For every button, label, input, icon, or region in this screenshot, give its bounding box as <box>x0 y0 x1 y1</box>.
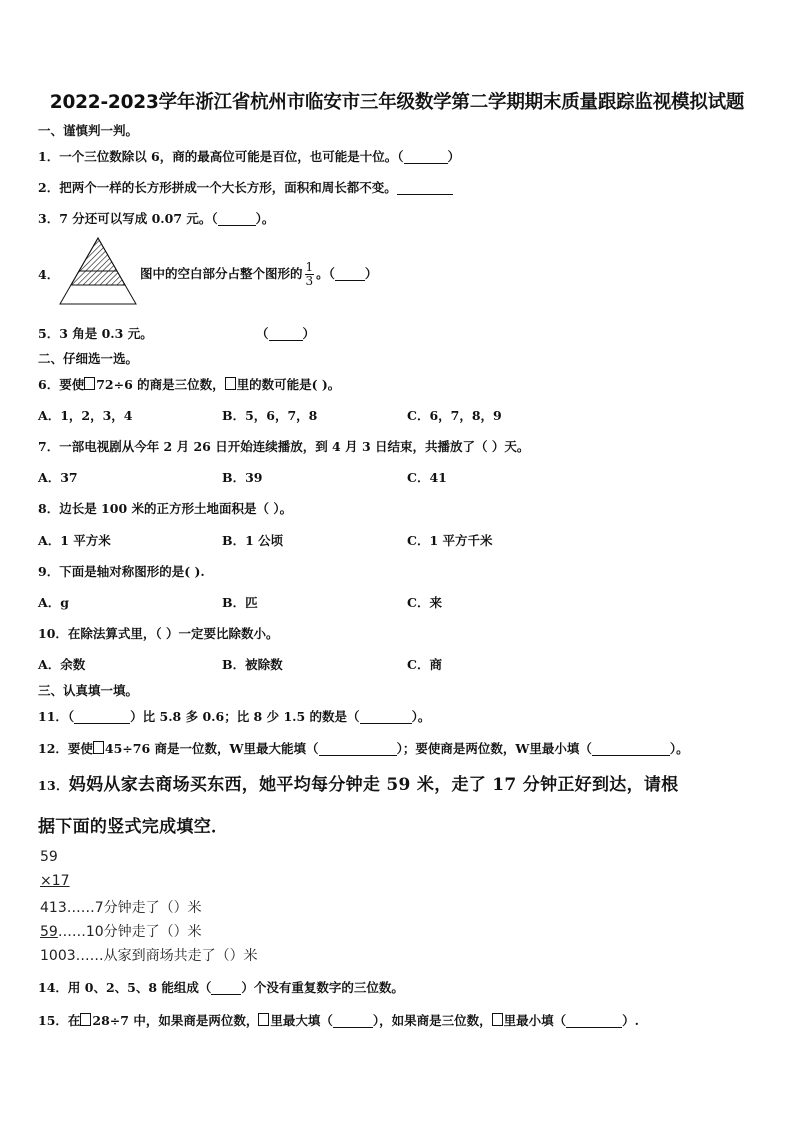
question-10: 10．在除法算式里，（ ）一定要比除数小。 <box>38 626 279 641</box>
q10-option-b[interactable]: B．被除数 <box>222 657 283 672</box>
calc-line-4: 59……10分钟走了（）米 <box>40 924 202 940</box>
question-4-number: 4． <box>38 267 60 282</box>
q7-option-a[interactable]: A．37 <box>38 470 78 485</box>
question-15: 15．在 28÷7 中，如果商是两位数， 里最大填（ ），如果商是三位数， 里最小填（ ）. <box>38 1013 639 1028</box>
answer-blank[interactable] <box>218 211 256 226</box>
q8-option-c[interactable]: C．1 平方千米 <box>407 533 493 548</box>
question-6: 6．要使 72÷6 的商是三位数， 里的数可能是( )。 <box>38 377 341 392</box>
q9-option-c[interactable]: C．来 <box>407 595 442 610</box>
fraction-one-third: $\frac{1}{3}$ <box>305 260 314 288</box>
answer-blank[interactable] <box>74 709 130 724</box>
question-13-line-2: 据下面的竖式完成填空． <box>38 817 229 837</box>
question-1: 1．一个三位数除以 6，商的最高位可能是百位，也可能是十位。（ ） <box>38 149 461 164</box>
section-2-heading: 二、仔细选一选。 <box>38 351 139 366</box>
box-icon <box>225 377 236 390</box>
answer-blank[interactable] <box>566 1013 622 1028</box>
question-5: 5．3 角是 0.3 元。 <box>38 326 153 341</box>
question-14: 14．用 0、2、5、8 能组成（ ）个没有重复数字的三位数。 <box>38 980 404 995</box>
q10-option-a[interactable]: A．余数 <box>38 657 86 672</box>
calc-line-5: 1003……从家到商场共走了（）米 <box>40 948 258 964</box>
q10-option-c[interactable]: C．商 <box>407 657 442 672</box>
question-11: 11．（ ）比 5.8 多 0.6；比 8 少 1.5 的数是（ ）。 <box>38 709 431 724</box>
box-icon <box>93 741 104 754</box>
question-12: 12．要使 45÷76 商是一位数，W里最大能填（ ）；要使商是两位数，W里最小填（ ）。 <box>38 741 689 756</box>
answer-blank[interactable] <box>211 980 241 995</box>
question-2: 2．把两个一样的长方形拼成一个大长方形，面积和周长都不变。 <box>38 178 453 196</box>
calc-line-1: 59 <box>40 849 58 865</box>
section-3-heading: 三、认真填一填。 <box>38 683 139 698</box>
question-5-answer: （ ） <box>256 326 316 341</box>
answer-blank[interactable] <box>269 326 303 341</box>
answer-blank[interactable] <box>592 741 670 756</box>
question-4-text: 图中的空白部分占整个图形的 $\frac{1}{3}$ 。（ ） <box>140 260 378 288</box>
q9-option-a[interactable]: A．g <box>38 595 69 610</box>
q8-option-b[interactable]: B．1 公顷 <box>222 533 284 548</box>
q6-option-a[interactable]: A．1，2，3，4 <box>38 408 133 423</box>
box-icon <box>258 1013 269 1026</box>
calc-line-2: ×17 <box>40 873 70 889</box>
box-icon <box>84 377 95 390</box>
answer-blank[interactable] <box>319 741 397 756</box>
question-3: 3．7 分还可以写成 0.07 元。（ ）。 <box>38 211 275 226</box>
triangle-figure <box>58 236 138 306</box>
section-1-heading: 一、谨慎判一判。 <box>38 123 139 138</box>
page-title: 2022-2023学年浙江省杭州市临安市三年级数学第二学期期末质量跟踪监视模拟试题 <box>49 92 745 113</box>
q7-option-c[interactable]: C．41 <box>407 470 447 485</box>
q9-option-b[interactable]: B．匹 <box>222 595 258 610</box>
answer-blank[interactable] <box>397 180 453 195</box>
answer-blank[interactable] <box>335 266 365 281</box>
q7-option-b[interactable]: B．39 <box>222 470 263 485</box>
answer-blank[interactable] <box>404 149 448 164</box>
q8-option-a[interactable]: A．1 平方米 <box>38 533 111 548</box>
q6-option-b[interactable]: B．5，6，7，8 <box>222 408 318 423</box>
answer-blank[interactable] <box>333 1013 373 1028</box>
question-9: 9．下面是轴对称图形的是( ). <box>38 564 205 579</box>
question-13-line-1: 13．妈妈从家去商场买东西，她平均每分钟走 59 米，走了 17 分钟正好到达，请根 <box>38 775 679 795</box>
answer-blank[interactable] <box>360 709 412 724</box>
calc-line-3: 413……7分钟走了（）米 <box>40 900 202 916</box>
question-7: 7．一部电视剧从今年 2 月 26 日开始连续播放，到 4 月 3 日结束，共播放了（ ）天。 <box>38 439 530 454</box>
question-8: 8．边长是 100 米的正方形土地面积是（ ）。 <box>38 501 293 516</box>
triangle-shaded-figure <box>58 236 138 306</box>
q6-option-c[interactable]: C．6，7，8，9 <box>407 408 502 423</box>
box-icon <box>80 1013 91 1026</box>
box-icon <box>492 1013 503 1026</box>
